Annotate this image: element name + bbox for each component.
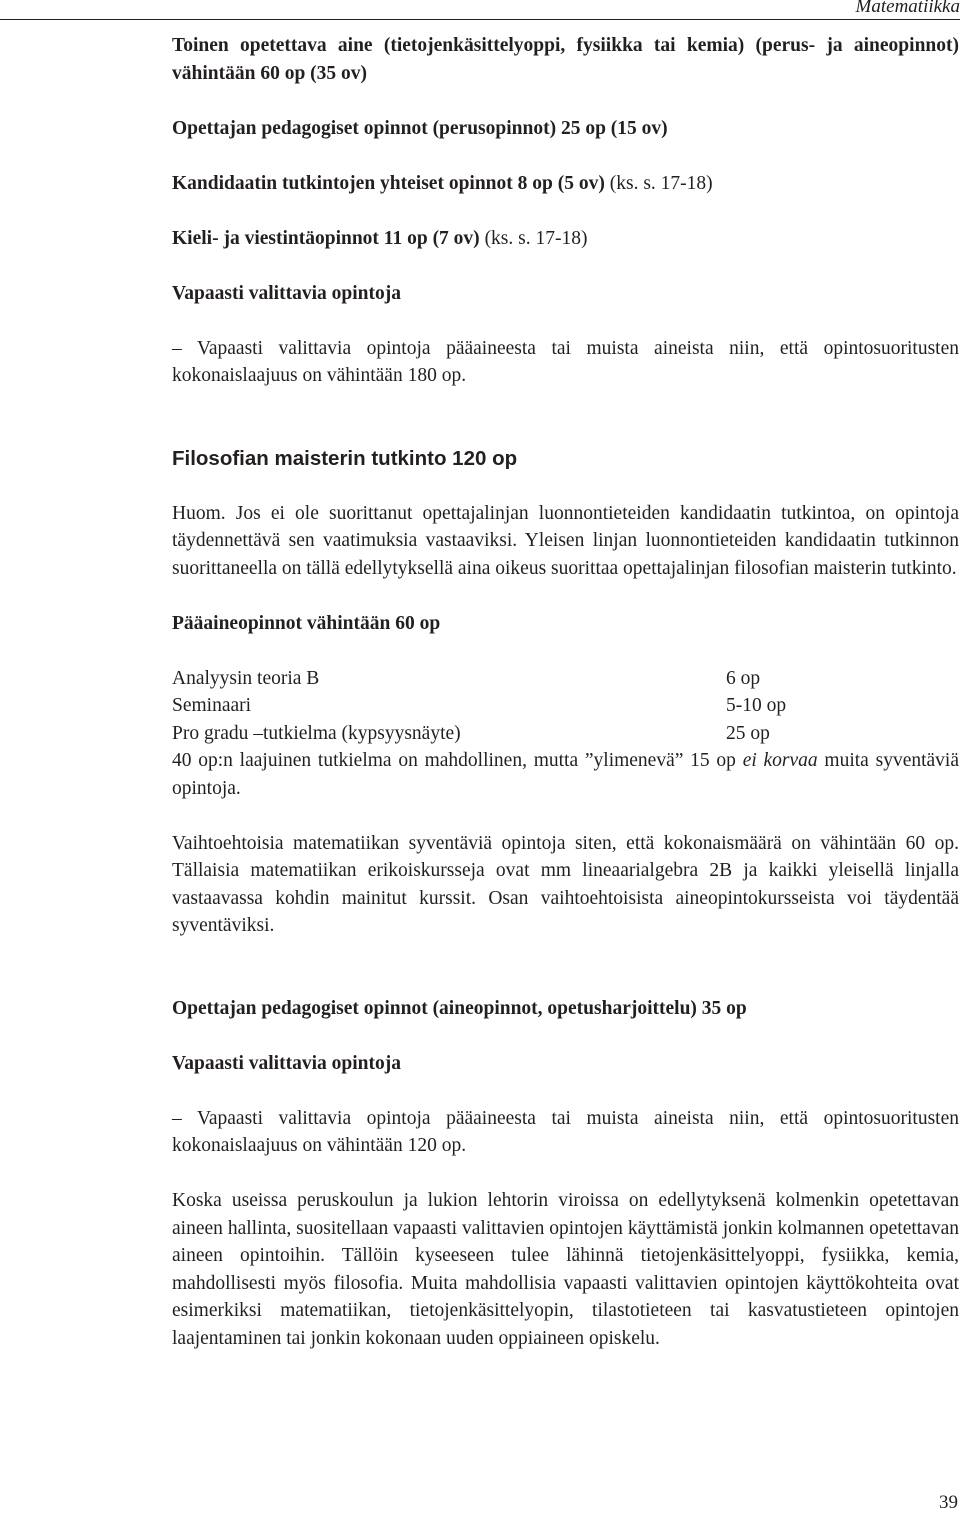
optional-studies-text: – Vapaasti valittavia opintoja pääaineesta tai muista aineista niin, että opintosuoritusten kokonaislaajuus on vähintään 180 op. xyxy=(172,337,959,386)
language-studies-ref: (ks. s. 17-18) xyxy=(479,227,588,249)
common-studies-ref: (ks. s. 17-18) xyxy=(604,172,713,194)
course-credits: 25 op xyxy=(726,722,770,744)
course-credits: 5-10 op xyxy=(726,695,787,716)
common-studies-title: Kandidaatin tutkintojen yhteiset opinnot 8 op (5 ov) xyxy=(172,172,605,194)
page-body xyxy=(172,32,959,1352)
optional-studies-heading-2: Vapaasti valittavia opintoja xyxy=(172,1052,401,1074)
course-row xyxy=(172,720,959,748)
thesis-note xyxy=(172,747,959,802)
masters-degree-heading: Filosofian maisterin tutkinto 120 op xyxy=(172,446,518,470)
pedagogical-advanced-heading: Opettajan pedagogiset opinnot (aineopinnot, opetusharjoittelu) 35 op xyxy=(172,997,747,1019)
course-name: Seminaari xyxy=(172,695,252,716)
common-studies-line xyxy=(172,170,959,198)
course-name: Pro gradu –tutkielma (kypsyysnäyte) xyxy=(172,722,461,744)
course-credits: 6 op xyxy=(726,667,761,689)
header-rule xyxy=(0,19,960,20)
course-list xyxy=(172,665,959,748)
optional-studies-text-2: – Vapaasti valittavia opintoja pääaineesta tai muista aineista niin, että opintosuoritusten kokonaislaajuus on vähintään 120 op. xyxy=(172,1107,959,1156)
alternative-studies-paragraph: Vaihtoehtoisia matematiikan syventäviä opintoja siten, että kokonaismäärä on vähintään 60 op. Tällaisia matematiikan erikoiskursseja ovat mm lineaarialgebra 2B ja kaikki yleisellä linjalla vastaavassa kohdin mainitut kurssit. Osan vaihtoehtoisista aineopintokursseista voi täydentää syventäviksi. xyxy=(172,832,959,936)
language-studies-title: Kieli- ja viestintäopinnot 11 op (7 ov) xyxy=(172,227,480,249)
pedagogical-basic-heading: Opettajan pedagogiset opinnot (perusopinnot) 25 op (15 ov) xyxy=(172,117,668,139)
thesis-note-emphasis: ei korvaa xyxy=(742,750,818,771)
thesis-note-text-b: muita syventäviä opintoja. xyxy=(172,750,959,799)
major-studies-heading: Pääaineopinnot vähintään 60 op xyxy=(172,612,441,634)
course-row xyxy=(172,665,959,693)
third-subject-paragraph: Koska useissa peruskoulun ja lukion lehtorin viroissa on edellytyksenä kolmenkin opetettavan aineen hallinta, suositellaan vapaasti valittavien opintojen käyttämistä jonkin kolmannen opetettavan aineen opintoihin. Tällöin kyseeseen tulee lähinnä tietojenkäsittelyoppi, fysiikka, kemia, mahdollisesti myös filosofia. Muita mahdollisia vapaasti valittavien opintojen käyttökohteita ovat esimerkiksi matematiikan, tietojenkäsittelyopin, tilastotieteen tai kasvatustieteen opintojen laajentaminen tai jonkin kokonaan uuden oppiaineen opiskelu. xyxy=(172,1190,959,1349)
course-row xyxy=(172,692,959,720)
optional-studies-heading: Vapaasti valittavia opintoja xyxy=(172,282,401,304)
course-name: Analyysin teoria B xyxy=(172,667,320,689)
thesis-note-text-a: 40 op:n laajuinen tutkielma on mahdollinen, mutta ”ylimenevä” 15 op xyxy=(172,750,743,771)
language-studies-line xyxy=(172,225,959,253)
running-head: Matematiikka xyxy=(855,0,960,17)
page-number: 39 xyxy=(939,1492,958,1513)
second-subject-heading: Toinen opetettava aine (tietojenkäsittelyoppi, fysiikka tai kemia) (perus- ja aineopinnot) vähintään 60 op (35 ov) xyxy=(172,35,959,84)
note-paragraph: Huom. Jos ei ole suorittanut opettajalinjan luonnontieteiden kandidaatin tutkintoa, on opintoja täydennettävä sen vaatimuksia vastaaviksi. Yleisen linjan luonnontieteiden kandidaatin tutkinnon suorittaneella on tällä edellytyksellä aina oikeus suorittaa opettajalinjan filosofian maisterin tutkinto. xyxy=(172,502,959,579)
